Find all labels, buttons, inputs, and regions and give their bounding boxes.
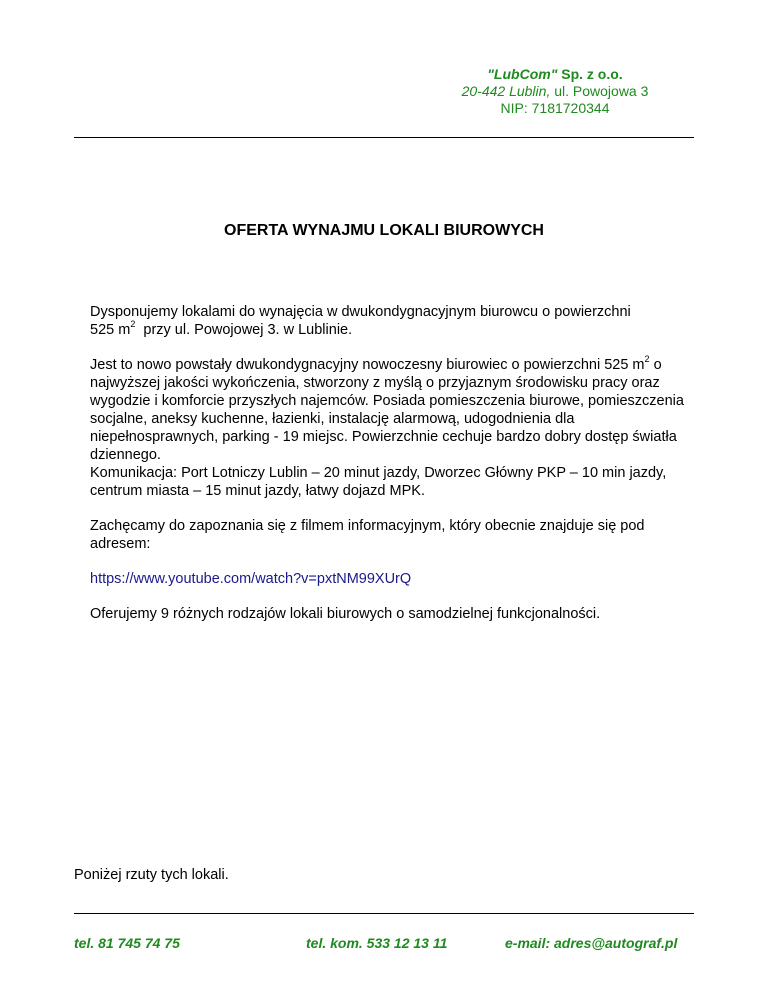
- company-name: "LubCom": [487, 66, 558, 82]
- footer-mobile: tel. kom. 533 12 13 11: [306, 935, 448, 951]
- paragraph-intro: [90, 303, 700, 339]
- paragraph-offer: Oferujemy 9 różnych rodzajów lokali biurowych o samodzielnej funkcjonalności.: [90, 606, 601, 622]
- document-body: [90, 303, 700, 640]
- video-link[interactable]: https://www.youtube.com/watch?v=pxtNM99XUrQ: [90, 571, 412, 587]
- description-superscript: 2: [644, 354, 650, 365]
- postal-city: 20-442 Lublin,: [461, 83, 551, 99]
- description-rest: o najwyższej jakości wykończenia, stworzony z myślą o przyjaznym środowisku pracy oraz wygodzie i komforcie przyszłych najemców. Posiada pomieszczenia biurowe, pomieszczenia socjalne, aneksy kuchenne, łazienki, instalację alarmową, udogodnienia dla niepełnosprawnych, parking - 19 miejsc. Powierzchnie cechuje bardzo dobry dostęp światła dziennego.: [90, 357, 684, 463]
- footer-email: e-mail: adres@autograf.pl: [505, 935, 678, 951]
- document-title: OFERTA WYNAJMU LOKALI BIUROWYCH: [224, 222, 544, 239]
- paragraph-transport: Komunikacja: Port Lotniczy Lublin – 20 minut jazdy, Dworzec Główny PKP – 10 min jazdy, centrum miasta – 15 minut jazdy, łatwy dojazd MPK.: [90, 465, 667, 499]
- description-start: Jest to nowo powstały dwukondygnacyjny nowoczesny biurowiec o powierzchni 525 m: [90, 357, 645, 373]
- paragraph-description: [90, 356, 700, 464]
- header-divider: [74, 137, 694, 138]
- company-nip: NIP: 7181720344: [500, 100, 610, 116]
- footer-divider: [74, 913, 694, 914]
- letterhead: [380, 66, 730, 117]
- company-name-line: [380, 66, 730, 83]
- intro-area: 525 m: [90, 322, 131, 338]
- paragraph-video: Zachęcamy do zapoznania się z filmem informacyjnym, który obecnie znajduje się pod adresem:: [90, 518, 645, 552]
- intro-line-1: Dysponujemy lokalami do wynajęcia w dwukondygnacyjnym biurowcu o powierzchni: [90, 304, 631, 320]
- intro-rest: przy ul. Powojowej 3. w Lublinie.: [135, 322, 353, 338]
- company-address: [380, 83, 730, 100]
- video-link-paragraph: [90, 570, 700, 588]
- footer-phone: tel. 81 745 74 75: [74, 935, 180, 951]
- company-form: Sp. z o.o.: [557, 66, 623, 82]
- area-superscript: 2: [130, 319, 136, 330]
- street-address: ul. Powojowa 3: [550, 83, 649, 99]
- floor-plans-note: Poniżej rzuty tych lokali.: [74, 867, 229, 883]
